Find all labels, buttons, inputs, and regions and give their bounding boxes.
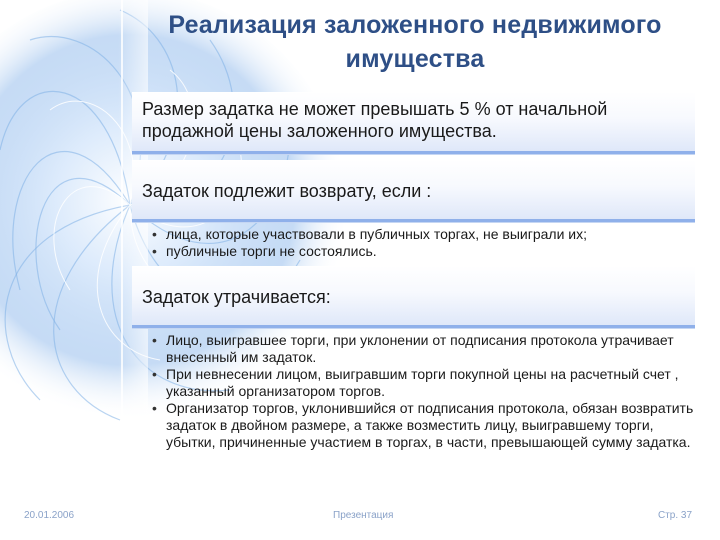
block-underline <box>132 222 695 223</box>
list-item: • лица, которые участвовали в публичных торгах, не выиграли их; <box>150 226 695 243</box>
list-item: • публичные торги не состоялись. <box>150 243 695 260</box>
slide-title: Реализация заложенного недвижимого имущества <box>168 11 662 73</box>
content-block-forfeit <box>132 266 695 328</box>
content-block-deposit-limit <box>132 92 695 154</box>
block-text: Задаток подлежит возврату, если : <box>142 181 432 201</box>
content-block-refund <box>132 160 695 222</box>
list-item: • Лицо, выигравшее торги, при уклонении от подписания протокола утрачивает внесенный им задаток. <box>150 332 695 366</box>
forfeit-conditions-list <box>150 332 695 451</box>
block-underline <box>132 154 695 155</box>
footer-title: Презентация <box>333 510 394 521</box>
block-underline <box>132 328 695 329</box>
block-text: Размер задатка не может превышать 5 % от начальной продажной цены заложенного имущества. <box>142 99 608 141</box>
block-text: Задаток утрачивается: <box>142 287 331 307</box>
list-item: • При невнесении лицом, выигравшим торги покупной цены на расчетный счет , указанный организатором торгов. <box>150 366 695 400</box>
list-item: • Организатор торгов, уклонившийся от подписания протокола, обязан возвратить задаток в двойном размере, а также возместить лицу, выигравшему торги, убытки, причиненные участием в торгах, в части, превышающей сумму задатка. <box>150 400 695 451</box>
refund-conditions-list <box>150 226 695 260</box>
footer-page-number: Стр. 37 <box>658 510 693 521</box>
footer-date: 20.01.2006 <box>24 510 75 521</box>
